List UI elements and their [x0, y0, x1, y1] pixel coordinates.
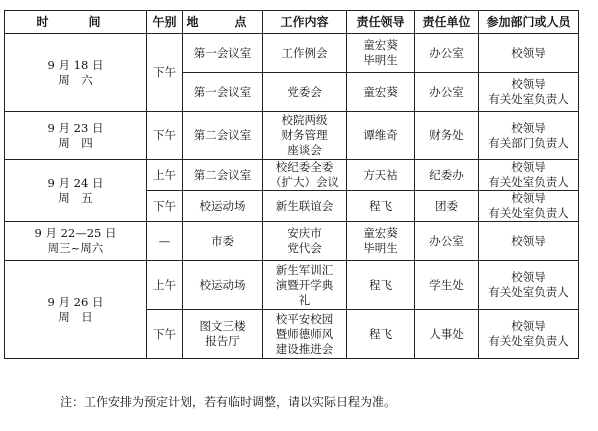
leader-cell-line: 程飞	[369, 277, 392, 292]
header-time: 时 间	[5, 11, 147, 34]
content-cell	[263, 261, 347, 310]
unit-cell	[415, 222, 479, 261]
table-row	[5, 112, 579, 160]
content-cell	[263, 222, 347, 261]
content-cell-line: （扩大）会议	[270, 175, 339, 189]
place-cell-line: 校运动场	[199, 277, 246, 292]
unit-cell	[415, 34, 479, 73]
period-cell: 下午	[147, 112, 183, 160]
unit-cell-line: 学生处	[429, 277, 464, 292]
date-cell	[5, 112, 147, 160]
participants-cell-line: 有关处室负责人	[488, 92, 569, 106]
content-cell-line: 礼	[298, 292, 311, 307]
table-row	[5, 34, 579, 73]
weekday-text: 周 五	[58, 190, 93, 205]
unit-cell	[415, 310, 479, 359]
leader-cell-line: 方天祜	[363, 167, 398, 182]
leader-cell-line: 童宏葵	[363, 226, 398, 240]
unit-cell-line: 纪委办	[429, 167, 464, 182]
unit-cell	[415, 73, 479, 112]
unit-cell	[415, 191, 479, 222]
leader-cell	[347, 160, 415, 191]
participants-cell	[479, 112, 579, 160]
participants-cell	[479, 191, 579, 222]
header-participants: 参加部门或人员	[479, 11, 579, 34]
weekday-text: 周 六	[58, 72, 93, 87]
participants-cell	[479, 261, 579, 310]
leader-cell	[347, 310, 415, 359]
content-cell-line: 演暨开学典	[275, 277, 334, 292]
period-cell: 上午	[147, 160, 183, 191]
date-text: 9 月 24 日	[47, 175, 104, 190]
leader-cell	[347, 261, 415, 310]
participants-cell-line: 校领导	[511, 191, 546, 205]
place-cell-line: 报告厅	[205, 334, 240, 348]
participants-cell-line: 校领导	[511, 77, 546, 91]
content-cell-line: 党代会	[287, 241, 322, 255]
leader-cell	[347, 112, 415, 160]
place-cell	[183, 191, 263, 222]
place-cell	[183, 160, 263, 191]
content-cell-line: 财务管理	[281, 128, 328, 142]
leader-cell	[347, 73, 415, 112]
table-row	[5, 160, 579, 191]
footnote: 注：工作安排为预定计划，若有临时调整，请以实际日程为准。	[60, 395, 397, 409]
participants-cell	[479, 160, 579, 191]
period-cell: 下午	[147, 310, 183, 359]
place-cell-line: 市委	[211, 233, 234, 248]
participants-cell-line: 有关处室负责人	[488, 206, 569, 220]
table-row	[5, 261, 579, 310]
participants-cell-line: 校领导	[511, 45, 546, 60]
leader-cell-line: 毕明生	[363, 241, 398, 255]
weekday-text: 周三~周六	[47, 241, 104, 255]
place-cell-line: 校运动场	[199, 198, 246, 213]
content-cell	[263, 160, 347, 191]
content-cell-line: 校平安校园	[275, 311, 334, 326]
content-cell-line: 建设推进会	[275, 341, 334, 356]
participants-cell	[479, 310, 579, 359]
participants-cell-line: 校领导	[511, 160, 546, 174]
period-cell: 上午	[147, 261, 183, 310]
leader-cell-line: 童宏葵	[363, 38, 398, 52]
date-text: 9 月 23 日	[47, 120, 104, 135]
place-cell	[183, 73, 263, 112]
date-cell	[5, 222, 147, 261]
weekday-text: 周 日	[58, 309, 93, 324]
unit-cell	[415, 160, 479, 191]
participants-cell	[479, 34, 579, 73]
participants-cell	[479, 222, 579, 261]
place-cell	[183, 34, 263, 73]
header-period: 午别	[147, 11, 183, 34]
table-row	[5, 222, 579, 261]
leader-cell-line: 程飞	[369, 326, 392, 341]
unit-cell-line: 办公室	[429, 45, 464, 60]
place-cell-line: 第一会议室	[193, 45, 252, 60]
unit-cell-line: 办公室	[429, 84, 464, 99]
date-cell	[5, 34, 147, 112]
header-unit: 责任单位	[415, 11, 479, 34]
header-row	[5, 11, 579, 34]
content-cell-line: 校院两级	[281, 113, 328, 127]
period-cell: —	[147, 222, 183, 261]
content-cell	[263, 191, 347, 222]
place-cell	[183, 310, 263, 359]
place-cell	[183, 261, 263, 310]
participants-cell-line: 有关部门负责人	[488, 135, 569, 150]
place-cell-line: 图文三楼	[199, 319, 246, 333]
participants-cell-line: 校领导	[511, 233, 546, 248]
content-cell	[263, 34, 347, 73]
period-cell: 下午	[147, 34, 183, 112]
unit-cell	[415, 261, 479, 310]
leader-cell	[347, 222, 415, 261]
header-leader: 责任领导	[347, 11, 415, 34]
place-cell	[183, 222, 263, 261]
place-cell-line: 第二会议室	[193, 128, 252, 142]
content-cell	[263, 310, 347, 359]
participants-cell-line: 校领导	[511, 319, 546, 333]
content-cell-line: 党委会	[287, 84, 322, 99]
participants-cell-line: 校领导	[511, 120, 546, 135]
content-cell-line: 新生军训汇	[275, 262, 334, 277]
date-cell	[5, 261, 147, 359]
schedule-body	[5, 34, 579, 359]
leader-cell-line: 童宏葵	[363, 84, 398, 99]
leader-cell	[347, 191, 415, 222]
content-cell-line: 安庆市	[287, 226, 322, 240]
leader-cell-line: 毕明生	[363, 53, 398, 67]
leader-cell	[347, 34, 415, 73]
leader-cell-line: 程飞	[369, 198, 392, 213]
period-cell: 下午	[147, 191, 183, 222]
schedule-table	[4, 10, 579, 359]
weekday-text: 周 四	[58, 135, 93, 150]
participants-cell-line: 有关处室负责人	[488, 175, 569, 189]
unit-cell-line: 人事处	[429, 326, 464, 341]
date-text: 9 月 18 日	[47, 57, 104, 72]
content-cell-line: 新生联谊会	[275, 198, 334, 213]
leader-cell-line: 谭维奇	[363, 128, 398, 142]
header-place: 地 点	[183, 11, 263, 34]
place-cell-line: 第二会议室	[193, 167, 252, 182]
content-cell	[263, 73, 347, 112]
date-text: 9 月 22—25 日	[34, 226, 117, 240]
participants-cell-line: 有关处室负责人	[488, 334, 569, 348]
unit-cell	[415, 112, 479, 160]
unit-cell-line: 财务处	[429, 128, 464, 142]
place-cell-line: 第一会议室	[193, 84, 252, 99]
date-cell	[5, 160, 147, 222]
content-cell-line: 工作例会	[281, 45, 328, 60]
content-cell-line: 校纪委全委	[275, 160, 334, 174]
participants-cell-line: 校领导	[511, 270, 546, 284]
unit-cell-line: 团委	[435, 198, 458, 213]
content-cell	[263, 112, 347, 160]
participants-cell	[479, 73, 579, 112]
content-cell-line: 暨师德师风	[275, 326, 334, 341]
unit-cell-line: 办公室	[429, 233, 464, 248]
date-text: 9 月 26 日	[47, 294, 104, 309]
content-cell-line: 座谈会	[287, 143, 322, 157]
header-content: 工作内容	[263, 11, 347, 34]
place-cell	[183, 112, 263, 160]
participants-cell-line: 有关处室负责人	[488, 285, 569, 299]
